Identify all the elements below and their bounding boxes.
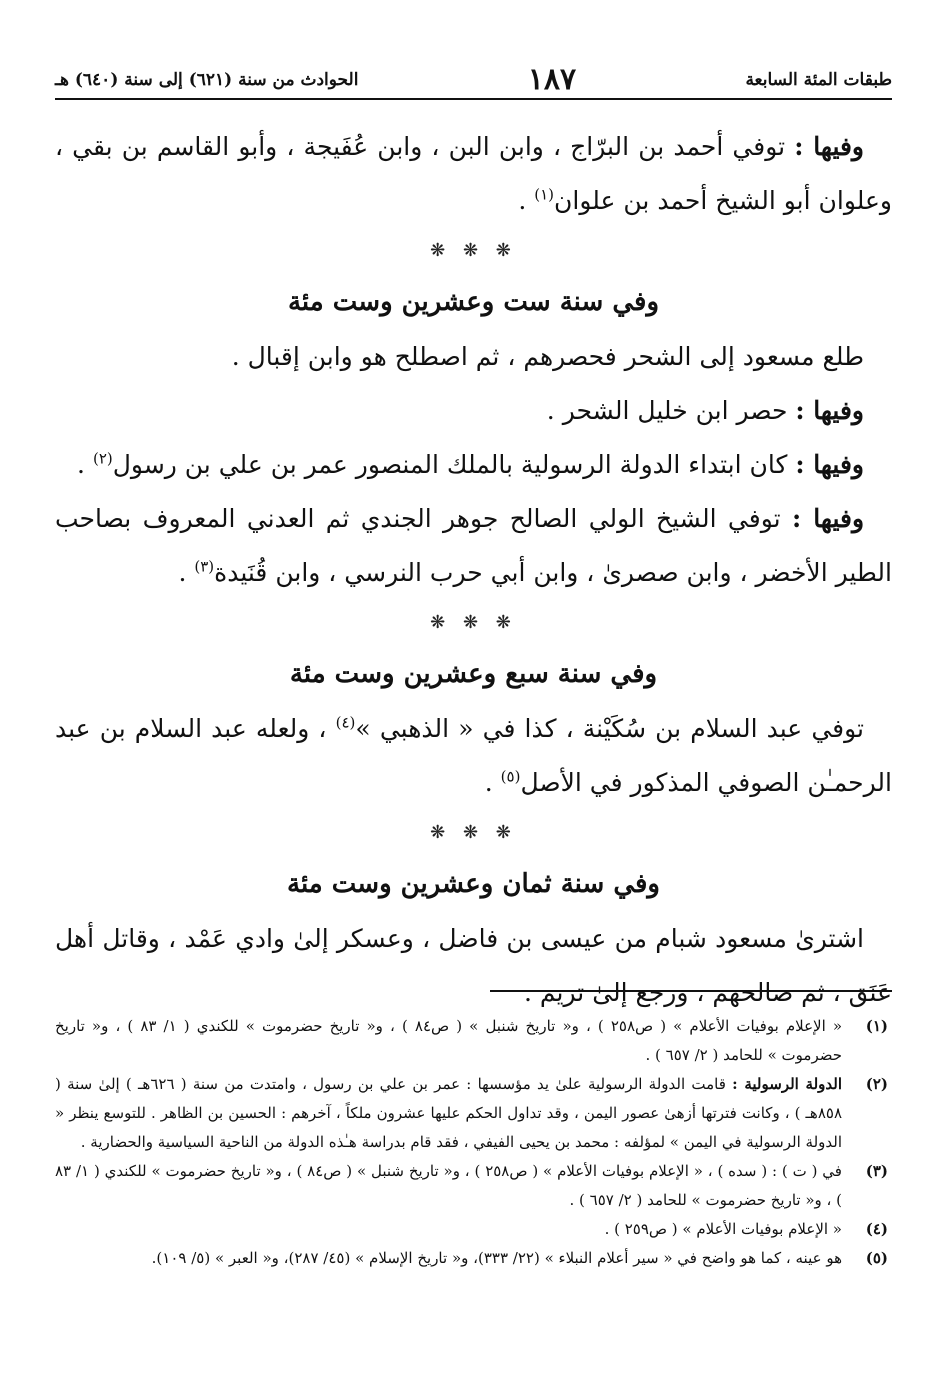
footnote — [55, 1244, 888, 1273]
paragraph — [55, 438, 892, 492]
paragraph-end: . — [518, 186, 535, 215]
footnote — [55, 1215, 888, 1244]
section-separator: ❋ ❋ ❋ — [430, 822, 517, 843]
section-heading: وفي سنة ست وعشرين وست مئة — [287, 287, 660, 317]
paragraph-lead: وفيها : — [791, 504, 865, 533]
paragraph-text: توفي أحمد بن البرّاج ، وابن البن ، وابن عُفَيجة ، وأبو القاسم بن بقي ، وعلوان أبو الشيخ أحمد بن علوان — [55, 132, 892, 215]
section-heading: وفي سنة ثمان وعشرين وست مئة — [287, 869, 660, 899]
footnote-text: هو عينه ، كما هو واضح في « سير أعلام النبلاء » (٢٢/ ٣٣٣)، و« تاريخ الإسلام » (٤٥/ ٢٨٧)، و« العبر » (٥/ ١٠٩). — [151, 1249, 842, 1267]
header-left-title: الحوادث من سنة (٦٢١) إلى سنة (٦٤٠) هـ — [55, 70, 359, 90]
paragraph — [55, 912, 892, 1020]
paragraph-text: اشترىٰ مسعود شبام من عيسى بن فاضل ، وعسكر إلىٰ وادي عَمْد ، وقاتل أهل عَنَق ، ثم صالحهم ، ورجع إلىٰ تريم . — [55, 924, 892, 1007]
footnote-ref: (٥) — [500, 767, 521, 786]
header-right-title: طبقات المئة السابعة — [745, 70, 892, 90]
paragraph — [55, 702, 892, 810]
footnote-number: (١) — [865, 1017, 888, 1035]
paragraph — [55, 330, 892, 384]
footnote-text: « الإعلام بوفيات الأعلام » ( ص٢٥٩ ) . — [604, 1220, 842, 1238]
paragraph-text: توفي الشيخ الولي الصالح جوهر الجندي ثم العدني المعروف بصاحب الطير الأخضر ، وابن صصرىٰ ، وابن أبي حرب النرسي ، وابن قُنَيدة — [55, 504, 892, 587]
footnote-divider — [490, 990, 892, 992]
paragraph-text: ، ولعله عبد السلام بن عبد الرحمـٰن الصوفي المذكور في الأصل — [55, 714, 892, 797]
footnote-number: (٤) — [865, 1220, 888, 1238]
footnote-text: في ( ت ) : ( سده ) ، « الإعلام بوفيات الأعلام » ( ص٢٥٨ ) ، و« تاريخ شنبل » ( ص٨٤ ) ، و« تاريخ حضرموت » للكندي ( ١/ ٨٣ ) ، و« تاريخ حضرموت » للحامد ( ٢/ ٦٥٧ ) . — [55, 1162, 842, 1209]
footnote-ref: (٤) — [335, 713, 356, 732]
section-separator: ❋ ❋ ❋ — [430, 612, 517, 633]
paragraph-end: . — [484, 768, 501, 797]
footnote-ref: (٢) — [92, 449, 113, 468]
footnote-ref: (٣) — [194, 557, 215, 576]
footnote-number: (٥) — [865, 1249, 888, 1267]
footnote-body: قامت الدولة الرسولية علىٰ يد مؤسسها : عمر بن علي بن رسول ، وامتدت من سنة ( ٦٢٦هـ ) إلىٰ سنة ( ٨٥٨هـ ) ، وكانت فترتها أزهىٰ عصور اليمن ، وقد تداول الحكم عليها عشرون ملكاً ، آخرهم : الحسين بن الظاهر . للتوسع ينظر « الدولة الرسولية في اليمن » لمؤلفه : محمد بن يحيى الفيفي ، فقد قام بدراسة هـٰذه الدولة من الناحية السياسية والحضارية . — [55, 1075, 842, 1151]
footnote-ref: (١) — [534, 185, 555, 204]
paragraph — [55, 492, 892, 600]
paragraph-text: كان ابتداء الدولة الرسولية بالملك المنصور عمر بن علي بن رسول — [112, 450, 788, 479]
page-number: ١٨٧ — [527, 62, 577, 97]
paragraph-text: حصر ابن خليل الشحر . — [546, 396, 788, 425]
main-text — [55, 120, 892, 1020]
footnote — [55, 1070, 888, 1157]
paragraph-lead: وفيها : — [795, 450, 864, 479]
running-header — [55, 62, 892, 100]
paragraph-end: . — [77, 450, 93, 479]
paragraph — [55, 120, 892, 228]
footnote-text: « الإعلام بوفيات الأعلام » ( ص٢٥٨ ) ، و« تاريخ شنبل » ( ص٨٤ ) ، و« تاريخ حضرموت » للكندي ( ١/ ٨٣ ) ، و« تاريخ حضرموت » للحامد ( ٢/ ٦٥٧ ) . — [55, 1017, 843, 1064]
section-separator: ❋ ❋ ❋ — [430, 240, 517, 261]
section-heading: وفي سنة سبع وعشرين وست مئة — [289, 659, 658, 689]
paragraph-lead: وفيها : — [794, 132, 865, 161]
paragraph-end: . — [178, 558, 195, 587]
footnote-lead: الدولة الرسولية : — [732, 1075, 842, 1093]
footnote — [55, 1012, 888, 1070]
paragraph — [55, 384, 892, 438]
paragraph-lead: وفيها : — [795, 396, 864, 425]
footnote-number: (٢) — [865, 1075, 888, 1093]
footnote-number: (٣) — [865, 1162, 888, 1180]
footnote — [55, 1157, 888, 1215]
footnote-text — [55, 1070, 842, 1157]
paragraph-text: توفي عبد السلام بن سُكَيْنة ، كذا في « الذهبي » — [355, 714, 864, 743]
footnotes — [55, 1012, 888, 1273]
paragraph-text: طلع مسعود إلى الشحر فحصرهم ، ثم اصطلح هو وابن إقبال . — [231, 342, 864, 371]
